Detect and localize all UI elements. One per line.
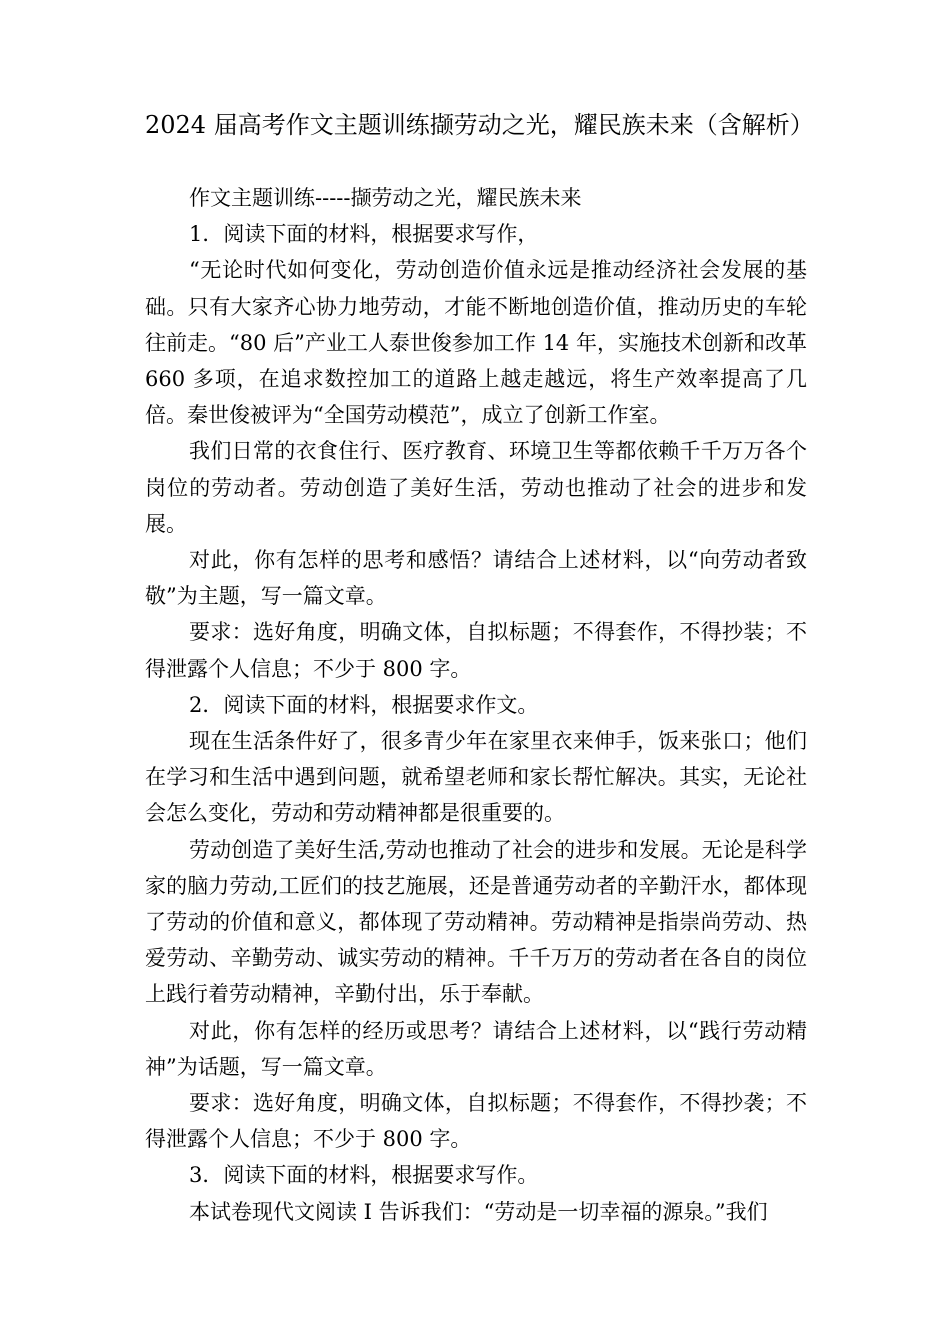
question-1-heading: 1．阅读下面的材料，根据要求写作，	[189, 222, 539, 247]
document-body	[145, 180, 807, 1230]
document-title: 2024 届高考作文主题训练撷劳动之光，耀民族未来（含解析）	[145, 111, 814, 139]
question-1-prompt: 对此，你有怎样的思考和感悟？请结合上述材料，以“向劳动者致敬”为主题，写一篇文章。	[145, 548, 807, 609]
question-2-heading: 2．阅读下面的材料，根据要求作文。	[189, 692, 539, 717]
question-3-material-1: 本试卷现代文阅读 I 告诉我们：“劳动是一切幸福的源泉。”我们	[189, 1199, 768, 1224]
question-1-requirements: 要求：选好角度，明确文体，自拟标题；不得套作，不得抄装；不得泄露个人信息；不少于 800 字。	[145, 620, 807, 681]
question-1-material-2: 我们日常的衣食住行、医疗教育、环境卫生等都依赖千千万万各个岗位的劳动者。劳动创造了美好生活，劳动也推动了社会的进步和发展。	[145, 439, 807, 536]
question-2-prompt: 对此，你有怎样的经历或思考？请结合上述材料，以“践行劳动精神”为话题，写一篇文章。	[145, 1018, 807, 1079]
question-2-material-1: 现在生活条件好了，很多青少年在家里衣来伸手，饭来张口；他们在学习和生活中遇到问题，就希望老师和家长帮忙解决。其实，无论社会怎么变化，劳动和劳动精神都是很重要的。	[145, 729, 807, 826]
question-1-material-1: “无论时代如何变化，劳动创造价值永远是推动经济社会发展的基础。只有大家齐心协力地劳动，才能不断地创造价值，推动历史的车轮往前走。“80 后”产业工人泰世俊参加工作 14 年，实施技术创新和改革 660 多项，在追求数控加工的道路上越走越远，将生产效率提高了几倍。秦世俊被评为“全国劳动模范”，成立了创新工作室。	[145, 258, 807, 428]
question-2-requirements: 要求：选好角度，明确文体，自拟标题；不得套作，不得抄袭；不得泄露个人信息；不少于 800 字。	[145, 1091, 807, 1152]
section-heading: 作文主题训练-----撷劳动之光，耀民族未来	[189, 186, 582, 210]
question-3-heading: 3．阅读下面的材料，根据要求写作。	[189, 1163, 539, 1188]
question-2-material-2: 劳动创造了美好生活,劳动也推动了社会的进步和发展。无论是科学家的脑力劳动,工匠们的技艺施展，还是普通劳动者的辛勤汗水，都体现了劳动的价值和意义，都体现了劳动精神。劳动精神是指崇尚劳动、热爱劳动、辛勤劳动、诚实劳动的精神。千千万万的劳动者在各自的岗位上践行着劳动精神，辛勤付出，乐于奉献。	[145, 837, 807, 1007]
